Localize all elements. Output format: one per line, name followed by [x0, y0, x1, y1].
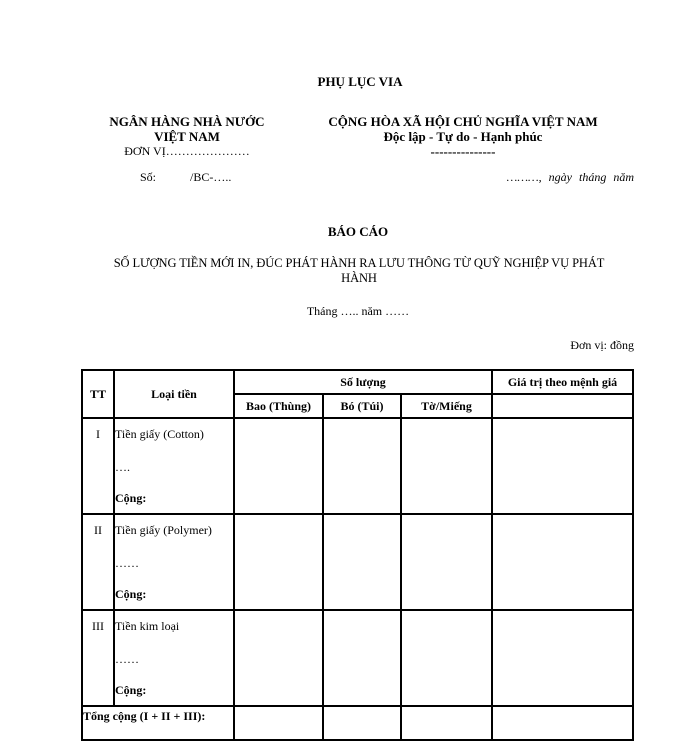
table-row — [82, 610, 633, 706]
cell-bao[interactable] — [234, 418, 323, 514]
table-header-row — [82, 370, 633, 394]
group-number: I — [82, 418, 114, 514]
cell-value[interactable] — [492, 418, 633, 514]
group-type-cell — [114, 418, 234, 514]
motto-underline: --------------- — [430, 144, 496, 159]
cell-value[interactable] — [492, 610, 633, 706]
group-type-cell — [114, 610, 234, 706]
header-tt: TT — [82, 370, 114, 418]
cell-value[interactable] — [492, 514, 633, 610]
total-row — [82, 706, 633, 740]
group-type-cell — [114, 514, 234, 610]
total-bo[interactable] — [323, 706, 401, 740]
issuer-name-line2: VIỆT NAM — [154, 129, 220, 144]
header-bo: Bó (Túi) — [323, 394, 401, 418]
header-to: Tờ/Miếng — [401, 394, 492, 418]
header-quantity: Số lượng — [234, 370, 492, 394]
report-period: Tháng ….. năm …… — [306, 304, 410, 318]
currency-unit: Đơn vị: đồng — [570, 338, 634, 352]
header-value-blank — [492, 394, 633, 418]
group-sum-label: Cộng: — [115, 491, 147, 505]
group-name: Tiền giấy (Cotton) — [115, 427, 204, 441]
cell-to[interactable] — [401, 514, 492, 610]
total-to[interactable] — [401, 706, 492, 740]
total-value[interactable] — [492, 706, 633, 740]
group-placeholder: …… — [115, 556, 139, 570]
document-number-code: /BC-….. — [190, 170, 232, 184]
report-title: BÁO CÁO — [327, 224, 389, 239]
total-bao[interactable] — [234, 706, 323, 740]
header-bao: Bao (Thùng) — [234, 394, 323, 418]
cell-to[interactable] — [401, 610, 492, 706]
issuer-name-line1: NGÂN HÀNG NHÀ NƯỚC — [109, 114, 265, 129]
national-header — [318, 114, 608, 159]
cell-to[interactable] — [401, 418, 492, 514]
report-table — [81, 369, 634, 741]
group-placeholder: …. — [115, 460, 130, 474]
group-number: III — [82, 610, 114, 706]
table-row — [82, 418, 633, 514]
national-title: CỘNG HÒA XÃ HỘI CHỦ NGHĨA VIỆT NAM — [328, 114, 598, 129]
appendix-title: PHỤ LỤC VIA — [317, 74, 403, 89]
total-label: Tổng cộng (I + II + III): — [82, 706, 234, 740]
cell-bo[interactable] — [323, 610, 401, 706]
issuer-block — [102, 114, 272, 159]
group-sum-label: Cộng: — [115, 683, 147, 697]
header-currency-type: Loại tiền — [114, 370, 234, 418]
report-subtitle: SỐ LƯỢNG TIỀN MỚI IN, ĐÚC PHÁT HÀNH RA LƯU THÔNG TỪ QUỸ NGHIỆP VỤ PHÁT HÀNH — [113, 256, 605, 285]
table-row — [82, 514, 633, 610]
header-face-value: Giá trị theo mệnh giá — [492, 370, 633, 394]
group-placeholder: …… — [115, 652, 139, 666]
group-number: II — [82, 514, 114, 610]
document-number-label: Số: — [140, 170, 157, 184]
cell-bao[interactable] — [234, 610, 323, 706]
cell-bao[interactable] — [234, 514, 323, 610]
document-number — [140, 170, 231, 185]
group-name: Tiền giấy (Polymer) — [115, 523, 212, 537]
issuer-unit: ĐƠN VỊ………………… — [124, 144, 250, 158]
cell-bo[interactable] — [323, 418, 401, 514]
date-line: ………, ngày tháng năm — [506, 170, 634, 184]
national-motto: Độc lập - Tự do - Hạnh phúc — [383, 129, 543, 144]
group-sum-label: Cộng: — [115, 587, 147, 601]
group-name: Tiền kim loại — [115, 619, 180, 633]
cell-bo[interactable] — [323, 514, 401, 610]
